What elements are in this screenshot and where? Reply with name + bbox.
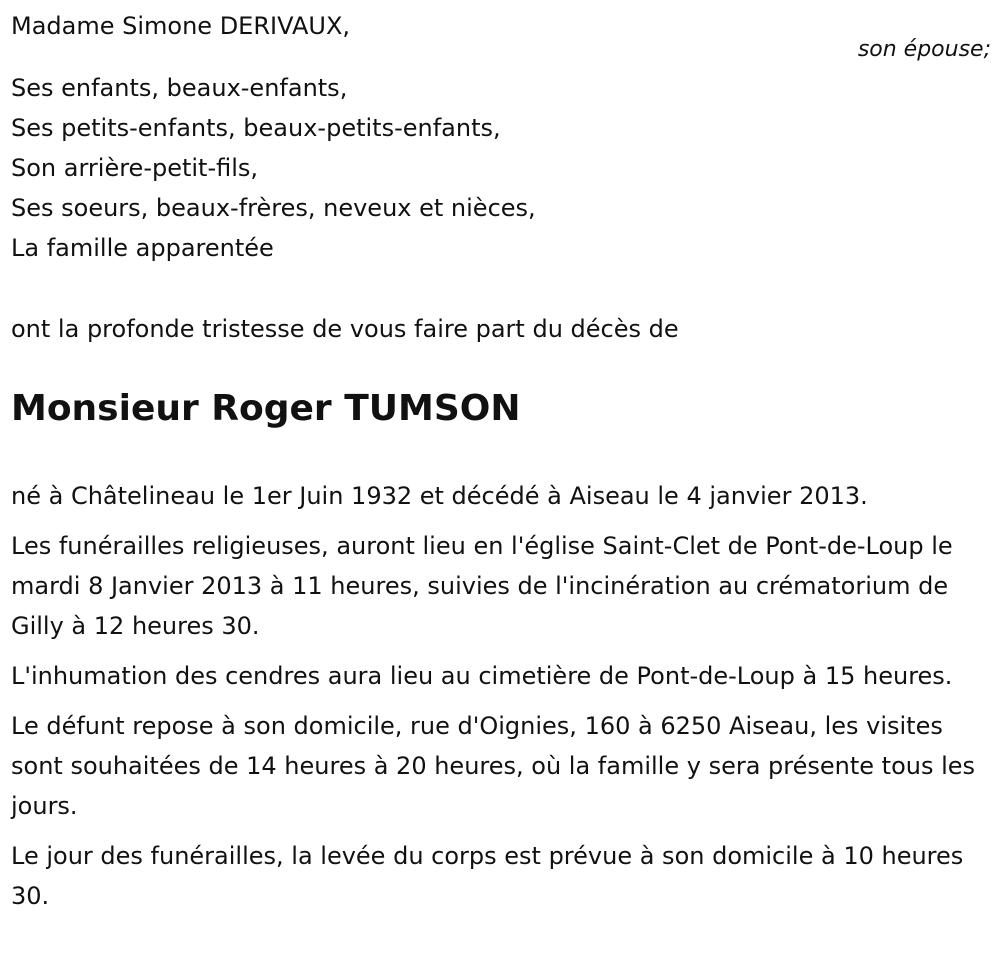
funeral-details — [11, 476, 986, 926]
family-list — [11, 68, 536, 268]
spouse-role: son épouse; — [857, 37, 991, 62]
spouse-name: Madame Simone DERIVAUX, — [11, 12, 351, 40]
family-line: Ses petits-enfants, beaux-petits-enfants, — [11, 114, 501, 142]
announcement-intro: ont la profonde tristesse de vous faire part du décès de — [11, 315, 679, 343]
procession-paragraph: Le jour des funérailles, la levée du corps est prévue à son domicile à 10 heures 30. — [11, 842, 964, 910]
family-line: Ses enfants, beaux-enfants, — [11, 74, 348, 102]
family-line: La famille apparentée — [11, 234, 274, 262]
deceased-name: Monsieur Roger TUMSON — [11, 388, 521, 429]
family-line: Ses soeurs, beaux-frères, neveux et nièces, — [11, 194, 536, 222]
visitation-paragraph: Le défunt repose à son domicile, rue d'Oignies, 160 à 6250 Aiseau, les visites sont souhaitées de 14 heures à 20 heures, où la famille y sera présente tous les jours. — [11, 712, 976, 820]
funeral-paragraph: Les funérailles religieuses, auront lieu en l'église Saint-Clet de Pont-de-Loup le mardi 8 Janvier 2013 à 11 heures, suivies de l'incinération au crématorium de Gilly à 12 heures 30. — [11, 532, 953, 640]
burial-paragraph: L'inhumation des cendres aura lieu au cimetière de Pont-de-Loup à 15 heures. — [11, 662, 953, 690]
birth-death-paragraph: né à Châtelineau le 1er Juin 1932 et décédé à Aiseau le 4 janvier 2013. — [11, 482, 868, 510]
family-line: Son arrière-petit-fils, — [11, 154, 259, 182]
